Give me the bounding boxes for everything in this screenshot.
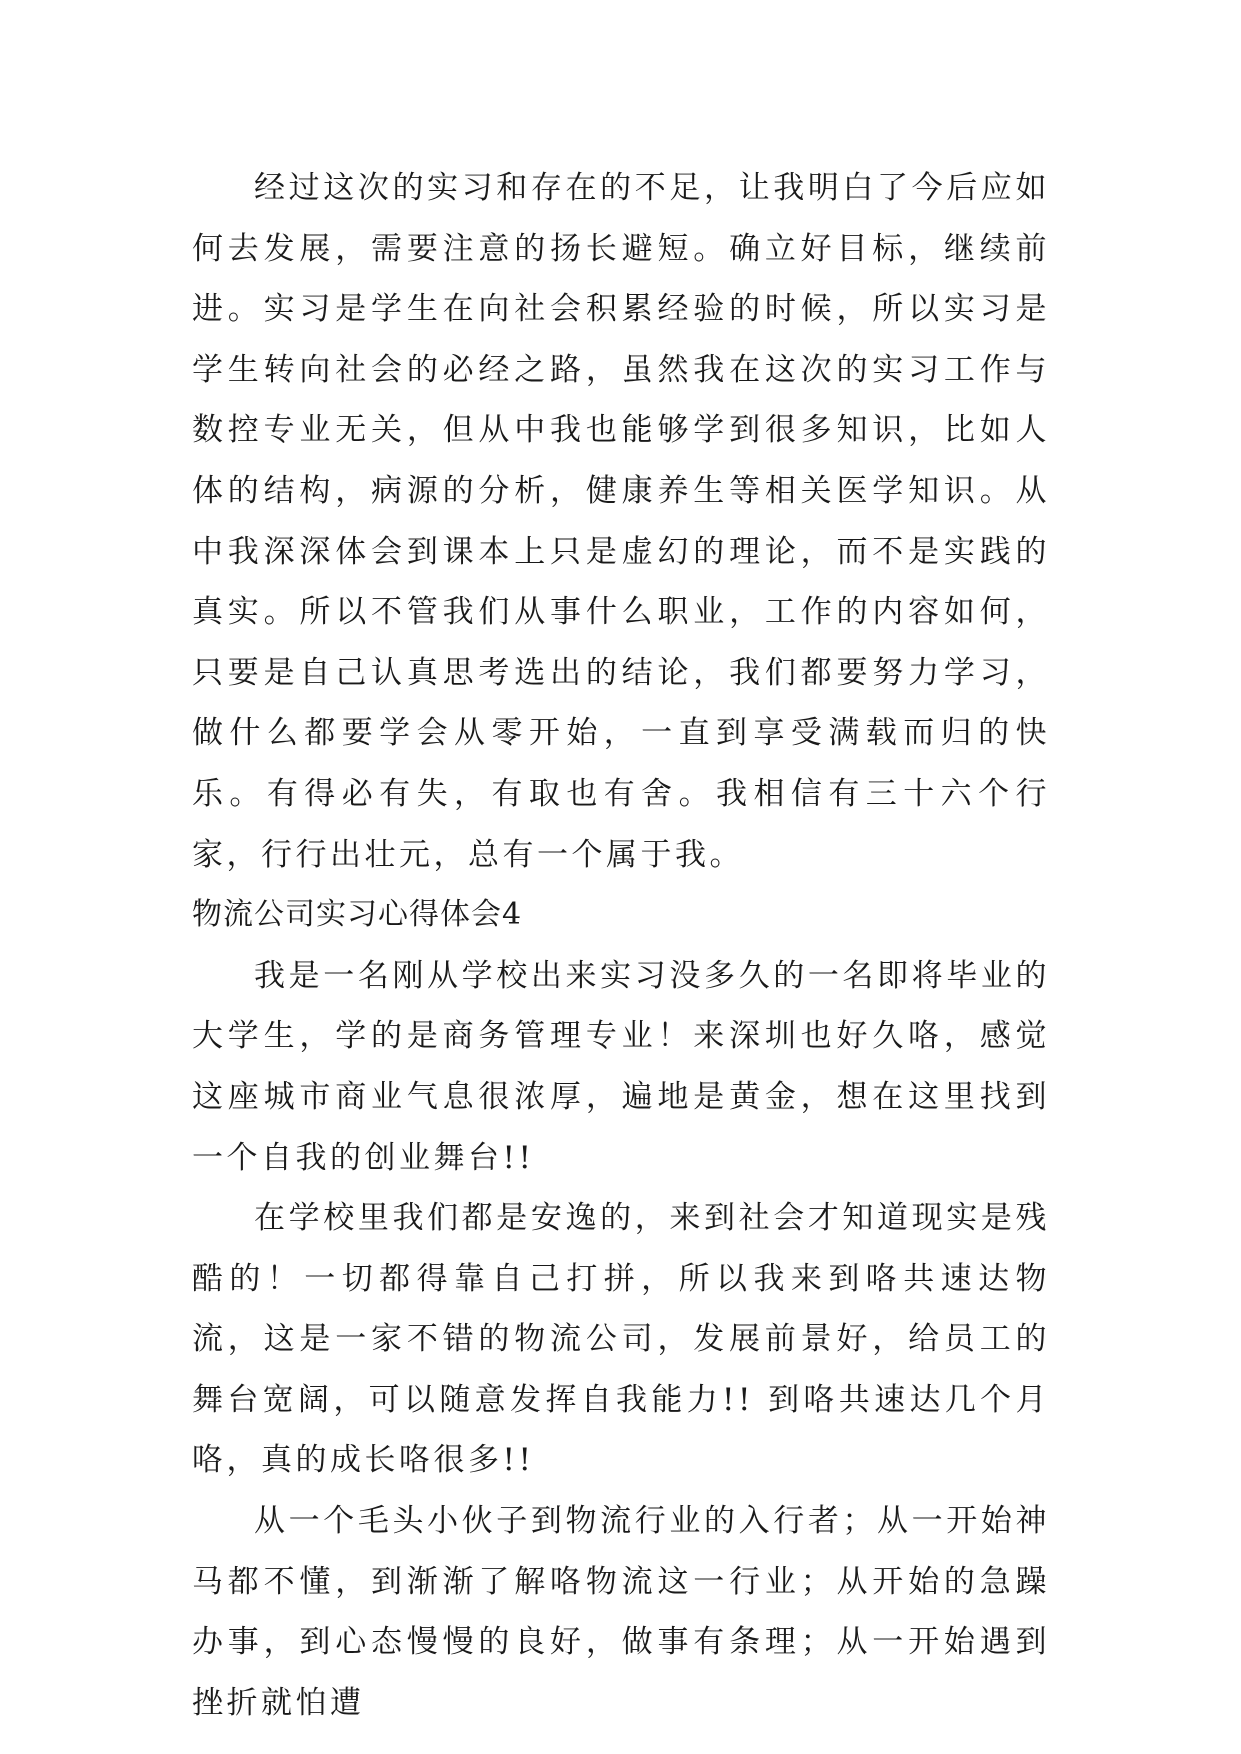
paragraph-intro: 我是一名刚从学校出来实习没多久的一名即将毕业的大学生，学的是商务管理专业！来深圳也好久咯，感觉这座城市商业气息很浓厚，遍地是黄金，想在这里找到一个自我的创业舞台!!: [192, 957, 1050, 1176]
section-heading: 物流公司实习心得体会4: [192, 897, 523, 933]
paragraph-company: 在学校里我们都是安逸的，来到社会才知道现实是残酷的！一切都得靠自己打拼，所以我来到咯共速达物流，这是一家不错的物流公司，发展前景好，给员工的舞台宽阔，可以随意发挥自我能力!! 到咯共速达几个月咯，真的成长咯很多!!: [192, 1200, 1050, 1479]
document-body: [192, 158, 1050, 1733]
paragraph-growth: 从一个毛头小伙子到物流行业的入行者；从一开始神马都不懂，到渐渐了解咯物流这一行业；从开始的急躁办事，到心态慢慢的良好，做事有条理；从一开始遇到挫折就怕遭: [192, 1503, 1050, 1721]
paragraph-internship-reflection: 经过这次的实习和存在的不足，让我明白了今后应如何去发展，需要注意的扬长避短。确立好目标，继续前进。实习是学生在向社会积累经验的时候，所以实习是学生转向社会的必经之路，虽然我在这次的实习工作与数控专业无关，但从中我也能够学到很多知识，比如人体的结构，病源的分析，健康养生等相关医学知识。从中我深深体会到课本上只是虚幻的理论，而不是实践的真实。所以不管我们从事什么职业，工作的内容如何，只要是自己认真思考选出的结论，我们都要努力学习，做什么都要学会从零开始，一直到享受满载而归的快乐。有得必有失，有取也有舍。我相信有三十六个行家，行行出壮元，总有一个属于我。: [192, 170, 1050, 873]
